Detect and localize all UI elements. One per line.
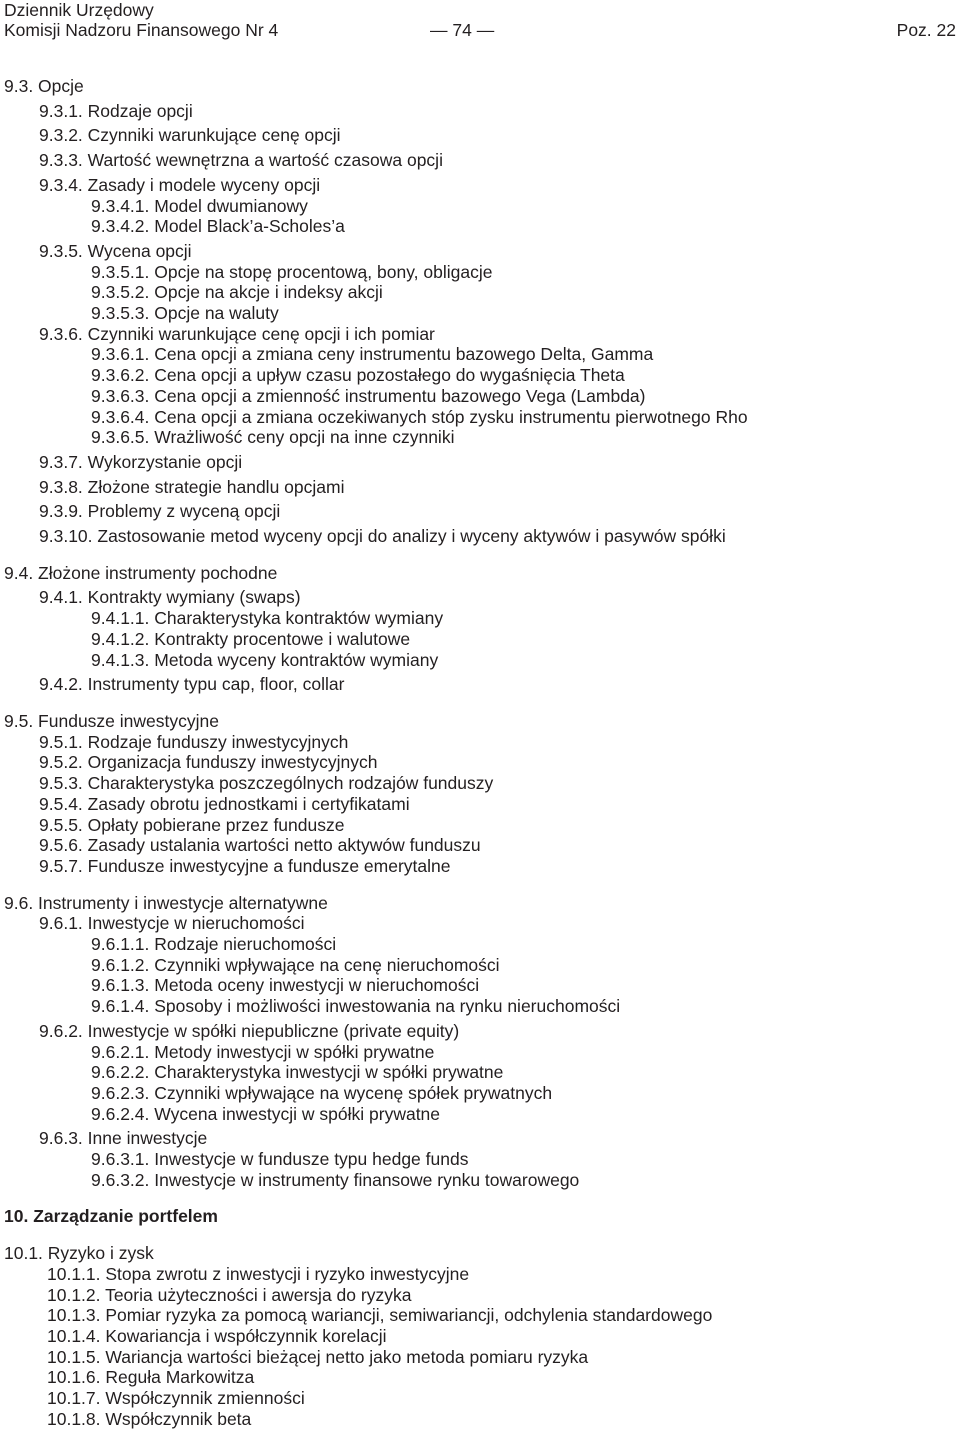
toc-entry: 9.6.2.1. Metody inwestycji w spółki prywatne [91,1041,435,1062]
publication-line-1: Dziennik Urzędowy [4,0,154,20]
toc-entry: 9.3.4.1. Model dwumianowy [91,195,308,216]
toc-entry: 9.4.1.3. Metoda wyceny kontraktów wymiany [91,649,439,670]
toc-entry: 9.4.2. Instrumenty typu cap, floor, collar [39,674,345,695]
section-heading: 9.6. Instrumenty i inwestycje alternatywne [4,892,328,913]
section-heading: 10. Zarządzanie portfelem [4,1206,218,1227]
toc-entry: 9.3.2. Czynniki warunkujące cenę opcji [39,125,341,146]
toc-entry: 10.1.4. Kowariancja i współczynnik korelacji [47,1325,387,1346]
toc-entry: 9.3.6.2. Cena opcji a upływ czasu pozostałego do wygaśnięcia Theta [91,365,625,386]
toc-entry: 9.3.4.2. Model Black’a-Scholes’a [91,216,345,237]
toc-entry: 9.6.1.3. Metoda oceny inwestycji w nieruchomości [91,975,480,996]
toc-entry: 9.6.3.2. Inwestycje w instrumenty finansowe rynku towarowego [91,1169,580,1190]
toc-entry: 10.1.6. Reguła Markowitza [47,1367,255,1388]
toc-entry: 9.3.6.3. Cena opcji a zmienność instrumentu bazowego Vega (Lambda) [91,385,646,406]
toc-entry: 9.4.1. Kontrakty wymiany (swaps) [39,587,301,608]
toc-entry: 9.3.8. Złożone strategie handlu opcjami [39,476,345,497]
toc-entry: 9.5.1. Rodzaje funduszy inwestycyjnych [39,731,349,752]
toc-entry: 9.5.6. Zasady ustalania wartości netto aktywów funduszu [39,835,481,856]
toc-entry: 9.3.1. Rodzaje opcji [39,100,193,121]
toc-entry: 9.6.3.1. Inwestycje w fundusze typu hedge funds [91,1149,469,1170]
toc-entry: 9.3.7. Wykorzystanie opcji [39,451,243,472]
toc-entry: 9.3.6. Czynniki warunkujące cenę opcji i ich pomiar [39,323,435,344]
position-number: Poz. 22 [896,20,956,40]
toc-entry: 9.3.9. Problemy z wyceną opcji [39,501,281,522]
page-header [0,0,960,44]
section-heading: 9.5. Fundusze inwestycyjne [4,710,219,731]
section-heading: 9.4. Złożone instrumenty pochodne [4,562,278,583]
toc-entry: 9.6.1. Inwestycje w nieruchomości [39,913,305,934]
page-number: — 74 — [430,20,495,40]
toc-entry: 9.5.2. Organizacja funduszy inwestycyjnych [39,752,378,773]
toc-entry: 9.6.2.4. Wycena inwestycji w spółki prywatne [91,1103,441,1124]
toc-entry: 9.3.5. Wycena opcji [39,240,192,261]
table-of-contents [0,76,960,1429]
toc-entry: 10.1.7. Współczynnik zmienności [47,1388,305,1409]
toc-entry: 9.5.3. Charakterystyka poszczególnych rodzajów funduszy [39,773,494,794]
section-heading: 9.3. Opcje [4,76,84,96]
toc-entry: 9.4.1.2. Kontrakty procentowe i walutowe [91,628,411,649]
toc-entry: 9.6.3. Inne inwestycje [39,1128,208,1149]
toc-entry: 9.3.6.5. Wrażliwość ceny opcji na inne czynniki [91,427,455,448]
toc-entry: 9.6.1.4. Sposoby i możliwości inwestowania na rynku nieruchomości [91,996,621,1017]
publication-line-2: Komisji Nadzoru Finansowego Nr 4 [4,20,279,40]
toc-entry: 9.3.6.1. Cena opcji a zmiana ceny instrumentu bazowego Delta, Gamma [91,344,654,365]
section-heading: 10.1. Ryzyko i zysk [4,1243,154,1264]
toc-entry: 9.3.4. Zasady i modele wyceny opcji [39,174,321,195]
publication-title [4,0,278,40]
toc-entry: 10.1.8. Współczynnik beta [47,1408,252,1429]
toc-entry: 10.1.5. Wariancja wartości bieżącej netto jako metoda pomiaru ryzyka [47,1346,589,1367]
toc-entry: 9.3.5.1. Opcje na stopę procentową, bony, obligacje [91,261,493,282]
toc-entry: 9.3.5.2. Opcje na akcje i indeksy akcji [91,282,383,303]
toc-entry: 9.6.2.2. Charakterystyka inwestycji w spółki prywatne [91,1062,504,1083]
toc-entry: 9.5.4. Zasady obrotu jednostkami i certyfikatami [39,793,410,814]
toc-entry: 9.3.10. Zastosowanie metod wyceny opcji do analizy i wyceny aktywów i pasywów spółki [39,526,726,547]
toc-entry: 9.5.7. Fundusze inwestycyjne a fundusze emerytalne [39,855,451,876]
toc-entry: 9.6.2. Inwestycje w spółki niepubliczne (private equity) [39,1020,460,1041]
toc-entry: 10.1.1. Stopa zwrotu z inwestycji i ryzyko inwestycyjne [47,1263,470,1284]
toc-entry: 9.6.1.1. Rodzaje nieruchomości [91,934,337,955]
toc-entry: 9.3.3. Wartość wewnętrzna a wartość czasowa opcji [39,150,443,171]
toc-entry: 9.6.1.2. Czynniki wpływające na cenę nieruchomości [91,954,500,975]
toc-entry: 9.5.5. Opłaty pobierane przez fundusze [39,814,345,835]
toc-entry: 9.4.1.1. Charakterystyka kontraktów wymiany [91,608,444,629]
toc-entry: 10.1.2. Teoria użyteczności i awersja do ryzyka [47,1284,412,1305]
toc-entry: 10.1.3. Pomiar ryzyka za pomocą wariancji, semiwariancji, odchylenia standardowego [47,1305,713,1326]
toc-entry: 9.3.5.3. Opcje na waluty [91,303,279,324]
toc-entry: 9.6.2.3. Czynniki wpływające na wycenę spółek prywatnych [91,1082,553,1103]
toc-entry: 9.3.6.4. Cena opcji a zmiana oczekiwanych stóp zysku instrumentu pierwotnego Rho [91,406,748,427]
